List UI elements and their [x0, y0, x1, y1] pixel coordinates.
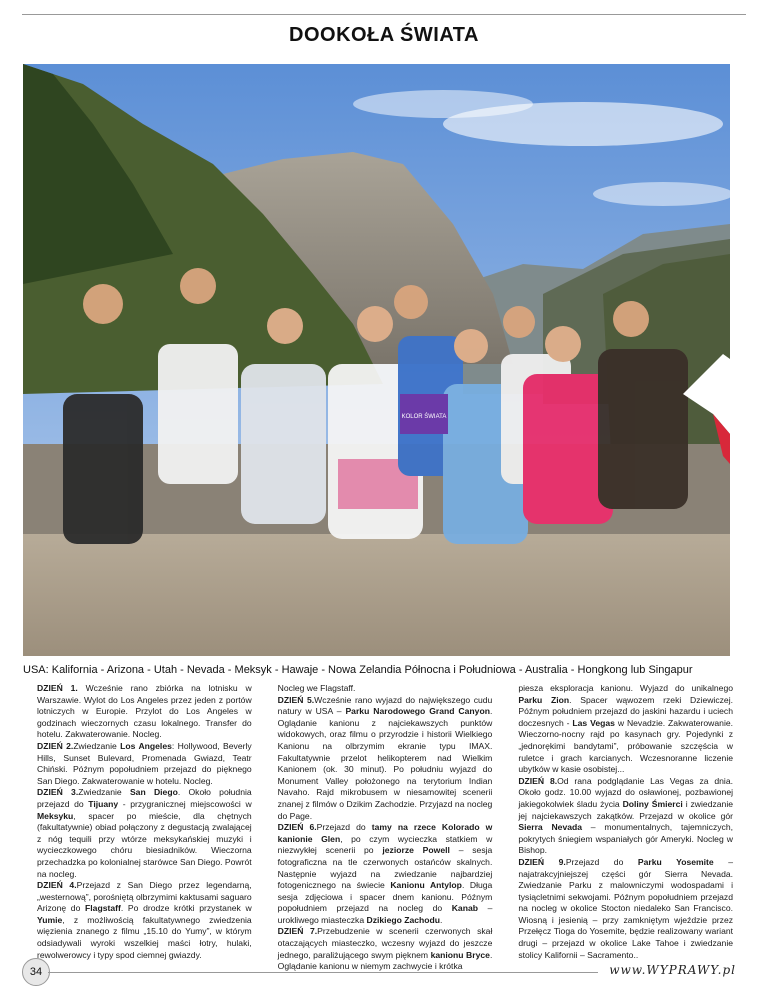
- day-4: DZIEŃ 4.Przejazd z San Diego przez legendarną, „westernową”, porośniętą olbrzymimi kaktusami saguaro Arizonę do Flagstaff. Po drodze krótki przystanek w Yumie, z możliwością fakultatywnego zwiedzenia więzienia znanego z filmu „15.10 do Yumy”, w którym odsiadywali wyroki wszelkiej maści łotry, hulaki, rewolwerowcy i typy spod ciemnej gwiazdy.: [37, 880, 252, 960]
- photo-caption: USA: Kalifornia - Arizona - Utah - Nevada - Meksyk - Hawaje - Nowa Zelandia Północna i Południowa - Australia - Hongkong lub Singapur: [23, 664, 693, 676]
- column-3: [504, 683, 733, 973]
- page-title: DOOKOŁA ŚWIATA: [289, 24, 479, 46]
- website-logo: www.WYPRAWY.pl: [609, 963, 736, 977]
- column-1: [23, 683, 252, 973]
- day-4-cont: Nocleg we Flagstaff.: [277, 683, 356, 693]
- day-6: DZIEŃ 6.Przejazd do tamy na rzece Kolorado w kanionie Glen, po czym wycieczka statkiem w niezwykłej scenerii po jeziorze Powell – sesja fotograficzna na tle czerwonych ostańców skalnych. Następnie wyjazd na zwiedzanie najbardziej fotogenicznego na świecie Kanionu Antylop. Długa sesja zdjęciowa i spacer dnem kanionu. Późnym popołudniem przejazd na nocleg do Kanab – urokliwego miasteczka Dzikiego Zachodu.: [277, 822, 493, 925]
- day-2: DZIEŃ 2.Zwiedzanie Los Angeles: Hollywood, Beverly Hills, Sunset Bulevard, Promenada Gwiazd, Teatr Chiński. Późnym popołudniem przejazd do pięknego San Diego. Zakwaterowanie w hotelu. Nocleg.: [37, 740, 252, 786]
- day-7-cont: piesza eksploracja kanionu. Wyjazd do unikalnego Parku Zion. Spacer wąwozem rzeki Dziewiczej. Późnym południem przejazd do jaskini hazardu i uciech doczesnych - Las Vegas w Nevadzie. Zakwaterowanie. Wieczorno-nocny rajd po kasynach gry. Pojedynki z „jednorękimi bandytami”, próbowanie szczęścia w ruletce i grach karcianych. Wczesnoranne liczenie ubytków w kasie osobistej...: [518, 683, 734, 775]
- day-1: DZIEŃ 1. Wcześnie rano zbiórka na lotnisku w Warszawie. Wylot do Los Angeles przez jeden z portów lotniczych w Europie. Przylot do Los Angeles w godzinach wieczornych czasu lokalnego. Transfer do hotelu. Zakwaterowanie. Nocleg.: [37, 683, 252, 740]
- day-5: DZIEŃ 5.Wcześnie rano wyjazd do największego cudu natury w USA – Parku Narodowego Grand Canyon. Oglądanie kanionu z najciekawszych punktów widokowych, oraz filmu o przyrodzie i historii Wielkiego Kanionu na olbrzymim ekranie typu IMAX. Fakultatywnie przelot helikopterem nad Wielkim Kanionem (ok. 30 minut). Po południu wyjazd do Monument Valley położonego na terytorium Indian Navaho. Rajd mikrobusem w niesamowitej scenerii znanej z filmów o Dzikim Zachodzie. Przyjazd na nocleg do Page.: [277, 694, 493, 821]
- bottom-rule: [48, 972, 598, 973]
- group-photo: [23, 64, 730, 656]
- itinerary-columns: [23, 683, 733, 973]
- top-rule: [22, 14, 746, 15]
- photo-sign-text: KOLOR ŚWIATA: [401, 414, 447, 420]
- day-7: DZIEŃ 7.Przebudzenie w scenerii czerwonych skał otaczających miasteczko, wczesny wyjazd do jeszcze jednego, paraliżującego swym pięknem kanionu Bryce. Oglądanie kanionu w niemym zachwycie i krótka: [277, 926, 493, 972]
- page-number: 34: [22, 958, 50, 986]
- day-8: DZIEŃ 8.Od rana podglądanie Las Vegas za dnia. Około godz. 10.00 wyjazd do osławionej, pozbawionej jakiegokolwiek śladu życia Doliny Śmierci i zwiedzanie jej najciekawszych zakątków. Przejazd w okolice gór Sierra Nevada – monumentalnych, tajemniczych, pokrytych śniegiem wspaniałych gór Ameryki. Nocleg w Bishop.: [518, 775, 734, 856]
- column-2: [264, 683, 493, 973]
- day-3: DZIEŃ 3.Zwiedzanie San Diego. Około południa przejazd do Tijuany - przygranicznej miejscowości w Meksyku, spacer po mieście, dla chętnych (fakultatywnie) obiad połączony z degustacją zwalającej z nóg tequili przy wtórze meksykańskiej muzyki i wycieczkowego chóru biesiadników. Wieczorna przechadzka po kolonialnej starówce San Diego. Powrót na nocleg.: [37, 787, 252, 879]
- day-9: DZIEŃ 9.Przejazd do Parku Yosemite – najatrakcyjniejszej części gór Sierra Nevada. Zwiedzanie Parku z malowniczymi wodospadami i tysiącletnimi sekwojami. Późnym popołudniem przejazd na nocleg w okolice Stocton niedaleko San Francisco. Wiosną i jesienią – przy zamkniętym wjeździe przez Przełęcz Tioga do Yosemite, będzie realizowany wariant drugi – przejazd w okolice Lake Tahoe i zwiedzanie stolicy Kalifornii – Sacramento..: [518, 856, 734, 960]
